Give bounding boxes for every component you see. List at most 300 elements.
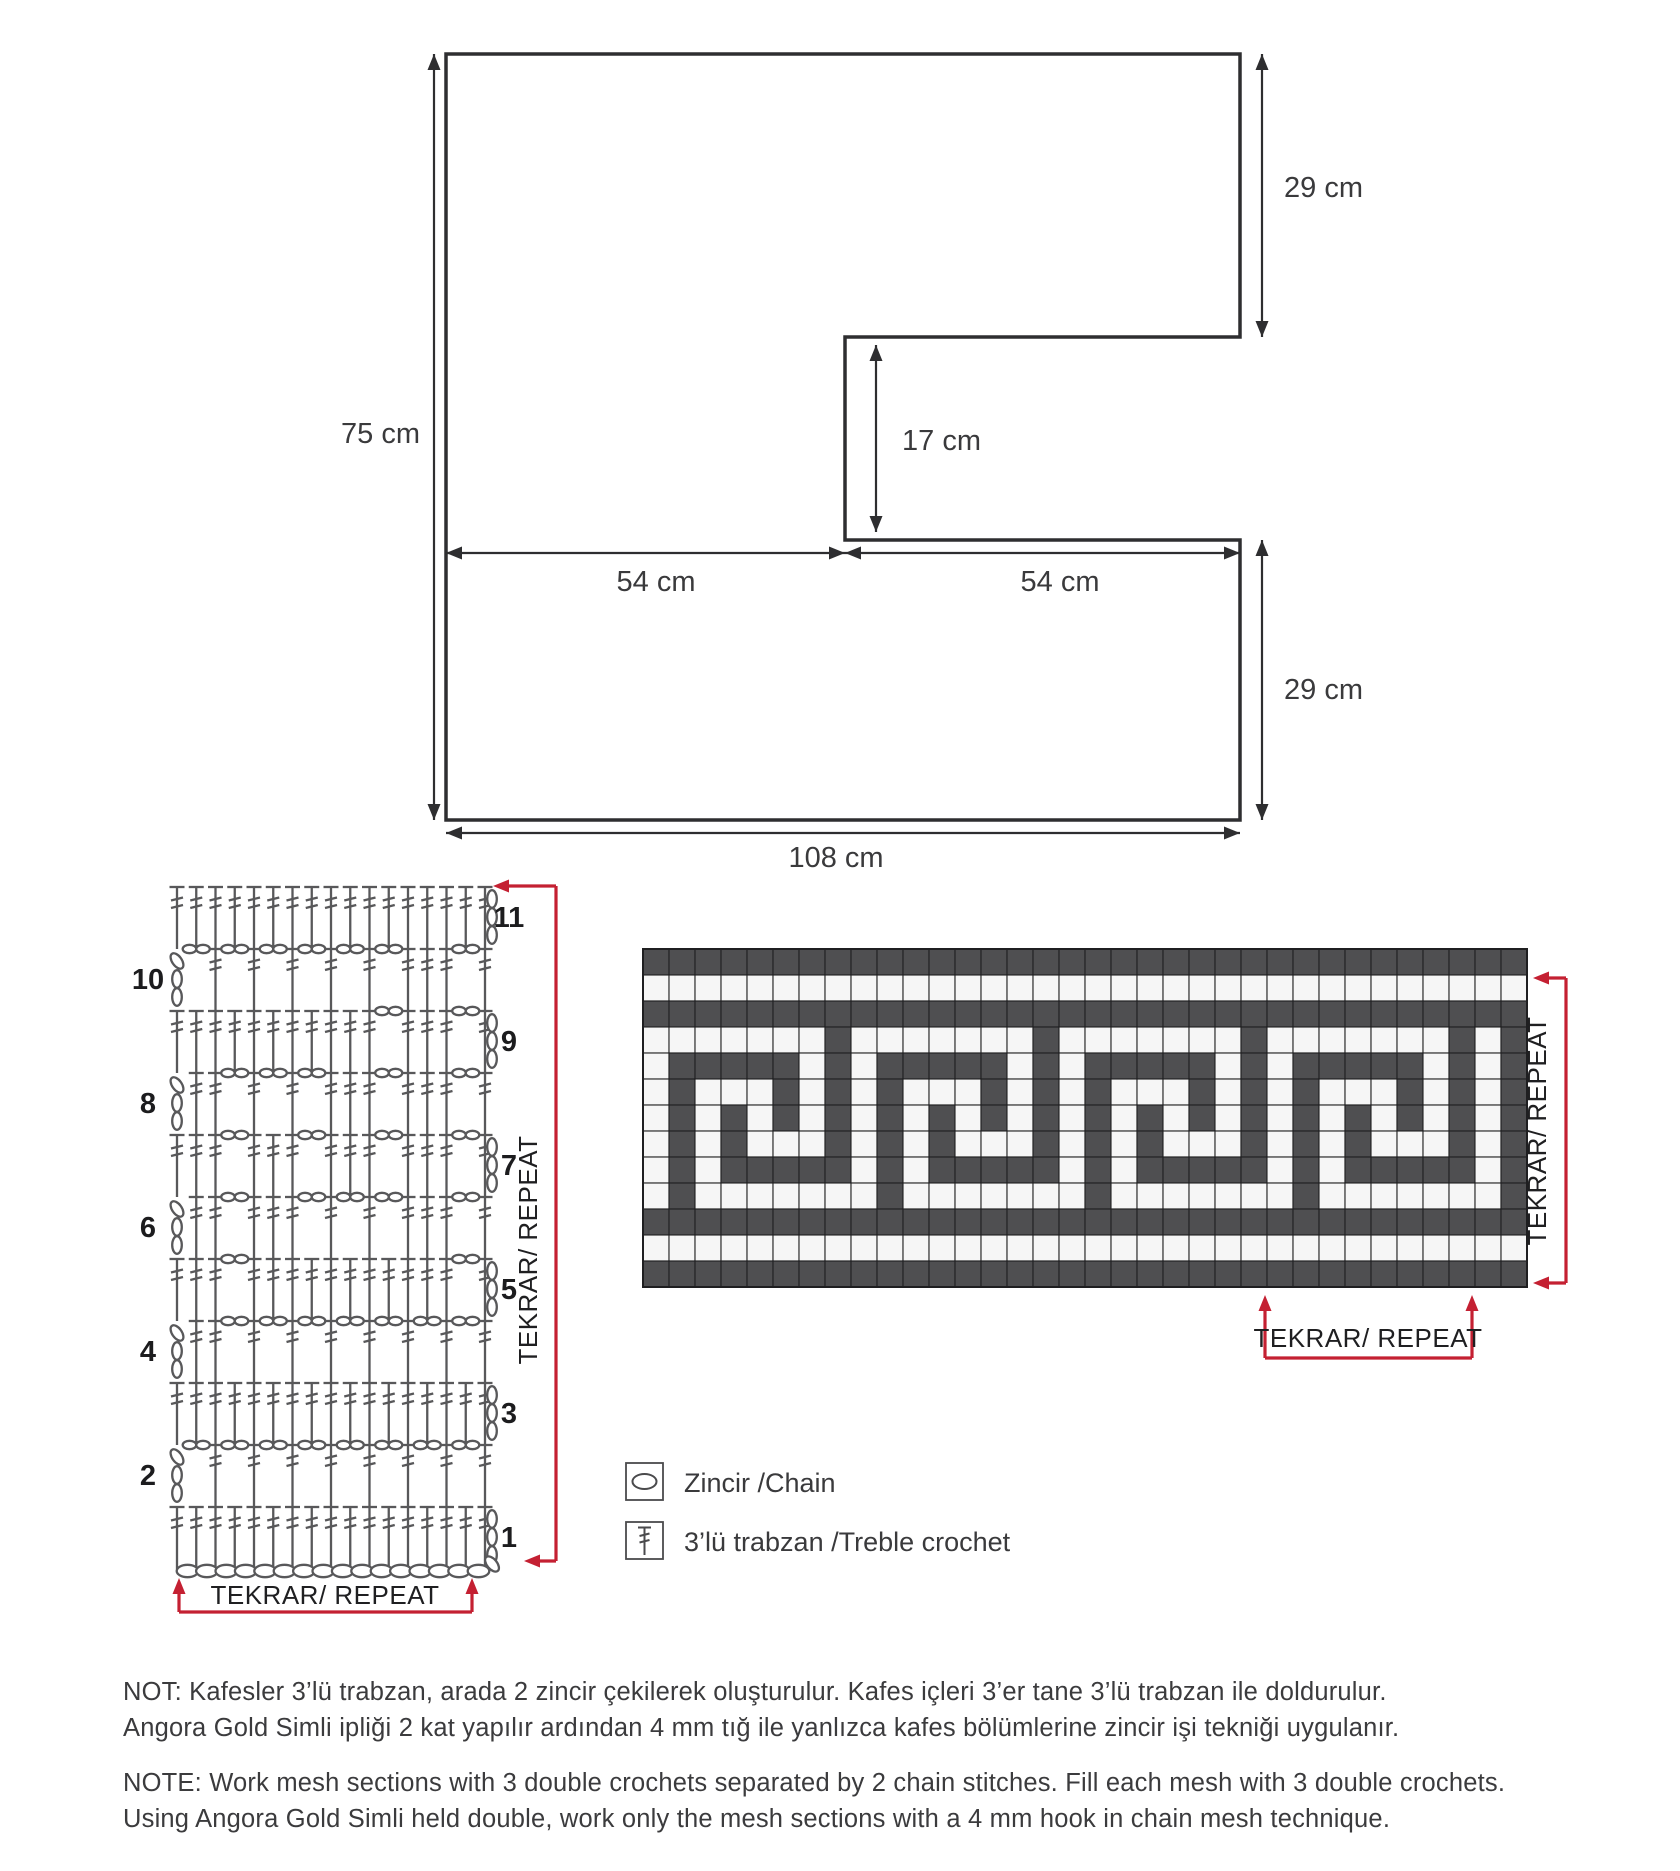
grid-cell: [851, 1157, 877, 1183]
treble-crochet-symbol: [420, 1011, 435, 1073]
grid-cell: [1475, 1131, 1501, 1157]
grid-cell: [1059, 975, 1085, 1001]
grid-cell: [1059, 1183, 1085, 1209]
treble-tick: [383, 898, 395, 901]
treble-tick: [325, 1029, 337, 1032]
treble-crochet-symbol: [208, 1259, 223, 1321]
treble-crochet-symbol: [227, 1507, 242, 1569]
grid-cell: [1215, 1209, 1241, 1235]
grid-cell: [643, 1027, 669, 1053]
grid-cell: [1085, 1027, 1111, 1053]
treble-crochet-symbol: [170, 1135, 185, 1197]
grid-cell: [643, 1209, 669, 1235]
treble-tick: [229, 1518, 241, 1521]
grid-cell: [1189, 1079, 1215, 1105]
treble-tick: [210, 1215, 222, 1218]
treble-tick: [171, 1022, 183, 1025]
treble-crochet-symbol: [381, 1383, 396, 1445]
treble-tick: [441, 1208, 453, 1211]
grid-cell: [1423, 1235, 1449, 1261]
grid-cell: [1085, 949, 1111, 975]
grid-cell: [825, 1079, 851, 1105]
treble-crochet-symbol: [401, 887, 416, 949]
chain-stitch-symbol: [487, 1422, 497, 1440]
grid-cell: [1163, 1105, 1189, 1131]
grid-cell: [825, 1105, 851, 1131]
grid-cell: [1163, 1027, 1189, 1053]
treble-tick: [306, 1518, 318, 1521]
treble-crochet-symbol: [208, 1073, 223, 1135]
treble-crochet-symbol: [478, 949, 493, 1011]
grid-cell: [1397, 1027, 1423, 1053]
grid-cell: [1059, 1261, 1085, 1287]
grid-cell: [1293, 975, 1319, 1001]
treble-tick: [210, 960, 222, 963]
grid-cell: [1475, 949, 1501, 975]
grid-cell: [1319, 1235, 1345, 1261]
treble-tick: [421, 960, 433, 963]
grid-cell: [1033, 1001, 1059, 1027]
chain-stitch-symbol: [235, 1441, 249, 1449]
treble-tick: [325, 1208, 337, 1211]
treble-tick: [210, 1153, 222, 1156]
grid-cell: [1137, 1261, 1163, 1287]
treble-tick: [248, 1339, 260, 1342]
grid-cell: [1449, 1131, 1475, 1157]
grid-cell: [1319, 1079, 1345, 1105]
treble-crochet-symbol: [170, 1383, 185, 1445]
treble-crochet-symbol: [439, 1321, 454, 1383]
grid-cell: [1371, 1209, 1397, 1235]
chain-stitch-symbol: [298, 1441, 312, 1449]
treble-tick: [364, 1339, 376, 1342]
grid-cell: [1293, 1261, 1319, 1287]
chain-stitch-symbol: [221, 1441, 235, 1449]
treble-tick: [364, 1456, 376, 1459]
chain-stitch-symbol: [375, 1193, 389, 1201]
treble-crochet-symbol: [266, 1259, 281, 1321]
treble-tick: [421, 1215, 433, 1218]
grid-cell: [1137, 1157, 1163, 1183]
chart-row-number: 7: [500, 1150, 518, 1182]
treble-tick: [248, 905, 260, 908]
grid-cell: [1007, 1183, 1033, 1209]
chart-repeat-marks: [173, 880, 557, 1613]
grid-cell: [643, 1261, 669, 1287]
chain-stitch-symbol: [452, 1007, 466, 1015]
treble-tick: [267, 898, 279, 901]
grid-cell: [1215, 975, 1241, 1001]
treble-crochet-symbol: [324, 1321, 339, 1383]
grid-cell: [1319, 1209, 1345, 1235]
treble-tick: [190, 1208, 202, 1211]
treble-tick: [402, 1022, 414, 1025]
grid-cell: [1475, 1261, 1501, 1287]
treble-crochet-symbol: [285, 1445, 300, 1507]
grid-cell: [721, 1027, 747, 1053]
grid-cell: [1293, 1183, 1319, 1209]
treble-crochet-symbol: [324, 1197, 339, 1259]
chain-stitch-symbol: [389, 1069, 403, 1077]
grid-cell: [851, 949, 877, 975]
grid-cell: [981, 1001, 1007, 1027]
treble-tick: [344, 1146, 356, 1149]
treble-crochet-symbol: [458, 1507, 473, 1569]
treble-crochet-symbol: [247, 1507, 262, 1569]
grid-cell: [643, 975, 669, 1001]
grid-cell: [1007, 1157, 1033, 1183]
treble-tick: [171, 1394, 183, 1397]
grid-cell: [981, 975, 1007, 1001]
chain-stitch-symbol: [235, 1317, 249, 1325]
grid-cell: [1423, 1053, 1449, 1079]
grid-cell: [929, 1131, 955, 1157]
treble-tick: [364, 1277, 376, 1280]
chain-stitch-symbol: [375, 1007, 389, 1015]
chain-stitch-symbol: [487, 1262, 497, 1280]
treble-tick: [344, 1277, 356, 1280]
grid-cell: [1033, 1261, 1059, 1287]
treble-tick: [190, 1332, 202, 1335]
grid-cell: [1475, 1001, 1501, 1027]
grid-cell: [1423, 1027, 1449, 1053]
grid-cell: [1111, 1027, 1137, 1053]
grid-cell: [1423, 1209, 1449, 1235]
treble-tick: [421, 898, 433, 901]
chain-stitch-symbol: [235, 1193, 249, 1201]
grid-cell: [955, 1105, 981, 1131]
treble-tick: [479, 1091, 491, 1094]
chain-stitch-symbol: [221, 945, 235, 953]
grid-cell: [643, 949, 669, 975]
treble-tick: [441, 1084, 453, 1087]
grid-cell: [1319, 975, 1345, 1001]
grid-cell: [1085, 1131, 1111, 1157]
grid-cell: [1397, 1001, 1423, 1027]
treble-crochet-symbol: [439, 949, 454, 1011]
grid-cell: [1449, 1027, 1475, 1053]
treble-tick: [210, 1339, 222, 1342]
chain-stitch-symbol: [273, 1317, 287, 1325]
chart-row-number: 9: [500, 1026, 518, 1058]
treble-tick: [171, 1401, 183, 1404]
grid-cell: [851, 1053, 877, 1079]
chart-row-number: 1: [500, 1522, 518, 1554]
grid-cell: [1111, 1001, 1137, 1027]
grid-cell: [955, 1209, 981, 1235]
treble-tick: [441, 1029, 453, 1032]
treble-tick: [210, 1525, 222, 1528]
chart-row-number: 4: [139, 1336, 157, 1368]
chain-stitch-symbol: [389, 945, 403, 953]
chain-stitch-symbol: [172, 1342, 182, 1360]
treble-tick: [248, 1146, 260, 1149]
chain-stitch-symbol: [172, 970, 182, 988]
treble-crochet-symbol: [381, 1507, 396, 1569]
treble-tick: [402, 1270, 414, 1273]
grid-cell: [1267, 1209, 1293, 1235]
treble-crochet-symbol: [401, 1073, 416, 1135]
grid-cell: [1137, 1001, 1163, 1027]
grid-cell: [1085, 1235, 1111, 1261]
grid-cell: [1215, 1183, 1241, 1209]
grid-cell: [1033, 975, 1059, 1001]
grid-cell: [669, 1001, 695, 1027]
grid-cell: [1475, 1105, 1501, 1131]
grid-cell: [851, 1027, 877, 1053]
treble-crochet-symbol: [381, 1259, 396, 1321]
treble-crochet-symbol: [439, 1445, 454, 1507]
grid-cell: [877, 1053, 903, 1079]
chain-stitch-symbol: [221, 1069, 235, 1077]
grid-cell: [903, 1079, 929, 1105]
treble-tick: [402, 1146, 414, 1149]
treble-crochet-symbol: [266, 1197, 281, 1259]
grid-cell: [773, 975, 799, 1001]
dimension-arrowhead-icon: [870, 516, 883, 532]
treble-tick: [267, 1277, 279, 1280]
grid-cell: [1033, 1131, 1059, 1157]
grid-cell: [1423, 1183, 1449, 1209]
treble-tick: [248, 1332, 260, 1335]
grid-cell: [1059, 1027, 1085, 1053]
repeat-up-arrow-icon: [173, 1578, 186, 1594]
grid-cell: [1423, 1079, 1449, 1105]
grid-cell: [1501, 1261, 1527, 1287]
grid-cell: [1345, 1235, 1371, 1261]
dimension-arrowhead-icon: [446, 827, 462, 840]
treble-tick: [364, 898, 376, 901]
grid-cell: [877, 1131, 903, 1157]
chain-stitch-symbol: [168, 951, 186, 971]
treble-crochet-symbol: [439, 1383, 454, 1445]
treble-tick: [441, 1463, 453, 1466]
grid-cell: [799, 1001, 825, 1027]
grid-cell: [981, 1209, 1007, 1235]
grid-cell: [1163, 1261, 1189, 1287]
treble-crochet-symbol: [324, 1507, 339, 1569]
chain-stitch-symbol: [235, 945, 249, 953]
grid-cell: [799, 1105, 825, 1131]
grid-cell: [1293, 1079, 1319, 1105]
grid-cell: [929, 1001, 955, 1027]
treble-crochet-symbol: [478, 1197, 493, 1259]
grid-cell: [1293, 949, 1319, 975]
treble-tick: [210, 1146, 222, 1149]
dim-label-108cm: 108 cm: [788, 842, 884, 874]
grid-cell: [981, 949, 1007, 975]
chain-stitch-symbol: [452, 1317, 466, 1325]
grid-cell: [1397, 1261, 1423, 1287]
chain-stitch-symbol: [487, 1386, 497, 1404]
chain-stitch-symbol: [312, 1193, 326, 1201]
grid-cell: [1007, 1105, 1033, 1131]
grid-cell: [825, 1053, 851, 1079]
treble-tick: [383, 1394, 395, 1397]
grid-cell: [1345, 1157, 1371, 1183]
grid-cell: [1007, 1235, 1033, 1261]
treble-tick: [325, 1091, 337, 1094]
grid-cell: [955, 1053, 981, 1079]
grid-cell: [747, 1131, 773, 1157]
grid-cell: [1241, 1105, 1267, 1131]
repeat-left-arrow-icon: [524, 1555, 540, 1568]
treble-tick: [402, 1029, 414, 1032]
chain-stitch-symbol: [452, 1069, 466, 1077]
chart-row-number: 3: [500, 1398, 518, 1430]
treble-crochet-symbol: [266, 1011, 281, 1073]
grid-cell: [1137, 975, 1163, 1001]
grid-cell: [1371, 949, 1397, 975]
grid-cell: [669, 1261, 695, 1287]
treble-tick: [441, 1022, 453, 1025]
treble-crochet-symbol: [170, 1259, 185, 1321]
treble-tick: [190, 1339, 202, 1342]
treble-crochet-symbol: [478, 1073, 493, 1135]
grid-cell: [1007, 1079, 1033, 1105]
treble-tick: [325, 1525, 337, 1528]
grid-cell: [981, 1105, 1007, 1131]
treble-tick: [190, 1022, 202, 1025]
treble-tick: [460, 1525, 472, 1528]
dimension-arrowhead-icon: [829, 547, 845, 560]
treble-tick: [421, 967, 433, 970]
grid-cell: [1449, 1183, 1475, 1209]
treble-tick: [402, 1401, 414, 1404]
grid-cell: [721, 1157, 747, 1183]
treble-tick: [287, 1091, 299, 1094]
treble-crochet-symbol: [208, 949, 223, 1011]
treble-tick: [383, 1270, 395, 1273]
chain-stitch-symbol: [221, 1255, 235, 1263]
treble-crochet-symbol: [208, 1445, 223, 1507]
treble-crochet-symbol: [343, 1507, 358, 1569]
grid-cell: [825, 1235, 851, 1261]
treble-tick: [248, 1153, 260, 1156]
dim-label-75cm: 75 cm: [341, 418, 420, 450]
treble-tick: [402, 1332, 414, 1335]
grid-cell: [1345, 1105, 1371, 1131]
dimension-arrowhead-icon: [845, 547, 861, 560]
grid-cell: [1059, 1131, 1085, 1157]
treble-tick: [460, 1401, 472, 1404]
grid-cell: [825, 1131, 851, 1157]
treble-tick: [479, 1463, 491, 1466]
treble-crochet-symbol: [343, 887, 358, 949]
treble-crochet-symbol: [285, 1073, 300, 1135]
chain-stitch-symbol: [487, 1014, 497, 1032]
chain-stitch-symbol: [168, 1447, 186, 1467]
treble-tick: [344, 1518, 356, 1521]
grid-cell: [1059, 1209, 1085, 1235]
note-tr-line2: Angora Gold Simli ipliği 2 kat yapılır ardından 4 mm tığ ile yanlızca kafes bölümlerine zincir işi tekniği uygulanır.: [123, 1714, 1400, 1742]
treble-tick: [190, 1518, 202, 1521]
treble-tick: [306, 1401, 318, 1404]
grid-cell: [669, 1079, 695, 1105]
grid-cell: [1371, 1157, 1397, 1183]
treble-tick: [248, 1401, 260, 1404]
grid-cell: [773, 1079, 799, 1105]
legend-treble-label: 3’lü trabzan /Treble crochet: [684, 1527, 1011, 1557]
chain-stitch-symbol: [468, 1565, 490, 1577]
chain-stitch-symbol: [389, 1441, 403, 1449]
grid-cell: [695, 1131, 721, 1157]
grid-cell: [1345, 1001, 1371, 1027]
treble-tick: [210, 1332, 222, 1335]
grid-cell: [643, 1157, 669, 1183]
treble-tick: [306, 898, 318, 901]
treble-tick: [248, 1084, 260, 1087]
grid-cell: [1371, 975, 1397, 1001]
treble-crochet-symbol: [189, 1259, 204, 1321]
treble-crochet-symbol: [247, 887, 262, 949]
grid-cell: [1475, 1183, 1501, 1209]
grid-cell: [799, 949, 825, 975]
treble-crochet-symbol: [362, 1507, 377, 1569]
chain-stitch-symbol: [337, 1441, 351, 1449]
grid-cell: [1007, 975, 1033, 1001]
chain-stitch-symbol: [337, 945, 351, 953]
treble-tick: [287, 1277, 299, 1280]
grid-cell: [1397, 1079, 1423, 1105]
grid-cell: [1475, 1235, 1501, 1261]
grid-cell: [1267, 1131, 1293, 1157]
treble-tick: [364, 1525, 376, 1528]
grid-cell: [1345, 1079, 1371, 1105]
treble-crochet-symbol: [247, 1321, 262, 1383]
grid-cell: [1241, 1079, 1267, 1105]
grid-cell: [825, 1027, 851, 1053]
treble-crochet-symbol: [227, 1011, 242, 1073]
chain-stitch-symbol: [298, 1131, 312, 1139]
treble-tick: [344, 1153, 356, 1156]
garment-schematic: [341, 54, 1363, 874]
grid-cell: [851, 975, 877, 1001]
chain-stitch-symbol: [235, 1131, 249, 1139]
treble-tick: [287, 1146, 299, 1149]
repeat-up-arrow-icon: [466, 1578, 479, 1594]
grid-cell: [1345, 1131, 1371, 1157]
treble-tick: [325, 1339, 337, 1342]
grid-cell: [1189, 1131, 1215, 1157]
treble-tick: [210, 1463, 222, 1466]
treble-tick: [479, 960, 491, 963]
treble-tick: [210, 1456, 222, 1459]
grid-cell: [1449, 1261, 1475, 1287]
grid-cell: [1189, 975, 1215, 1001]
treble-tick: [364, 905, 376, 908]
chain-stitch-symbol: [221, 1317, 235, 1325]
grid-cell: [721, 1183, 747, 1209]
grid-cell: [1033, 1105, 1059, 1131]
treble-crochet-symbol: [478, 1445, 493, 1507]
treble-tick: [229, 1525, 241, 1528]
grid-cell: [1345, 1027, 1371, 1053]
repeat-left-arrow-icon: [1533, 972, 1549, 985]
grid-cell: [643, 1001, 669, 1027]
treble-tick: [210, 1208, 222, 1211]
chart-repeat-bottom-label: TEKRAR/ REPEAT: [210, 1580, 440, 1610]
treble-tick: [383, 1401, 395, 1404]
grid-cell: [955, 1183, 981, 1209]
treble-tick: [441, 898, 453, 901]
treble-tick: [402, 960, 414, 963]
treble-crochet-symbol: [304, 1011, 319, 1073]
treble-crochet-symbol: [324, 1073, 339, 1135]
grid-cell: [1293, 1131, 1319, 1157]
treble-tick: [479, 1332, 491, 1335]
grid-cell: [1059, 1157, 1085, 1183]
